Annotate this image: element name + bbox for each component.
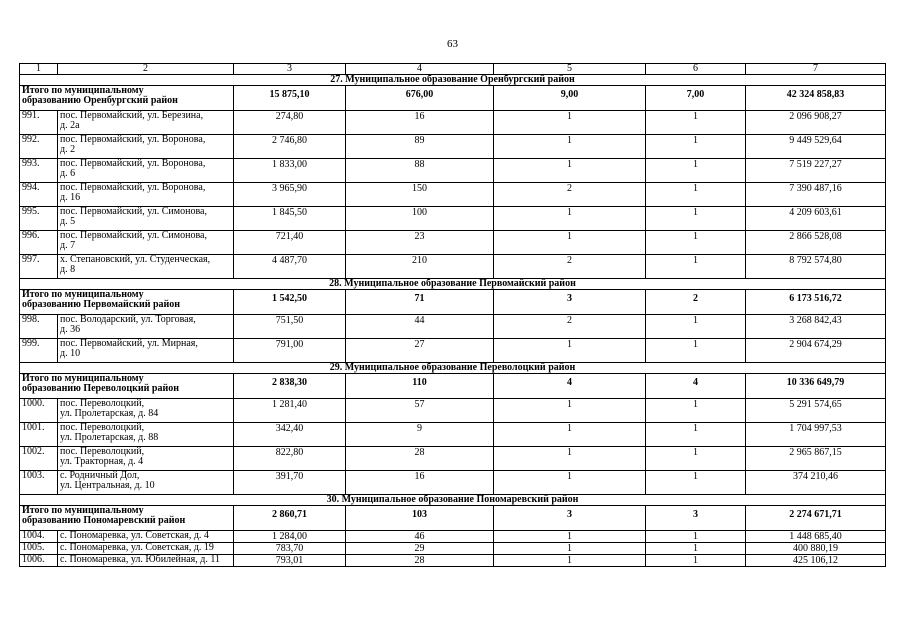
row-c7: 1 448 685,40 (746, 531, 886, 543)
row-c3: 1 284,00 (234, 531, 346, 543)
total-c5: 3 (494, 506, 646, 531)
row-address (58, 135, 234, 159)
row-c4: 28 (346, 447, 494, 471)
row-address (58, 231, 234, 255)
row-index: 1003. (20, 471, 58, 495)
row-c5: 1 (494, 399, 646, 423)
address-line: пос. Переволоцкий, (60, 422, 145, 433)
row-index: 1000. (20, 399, 58, 423)
row-c4: 23 (346, 231, 494, 255)
row-c4: 89 (346, 135, 494, 159)
row-c5: 2 (494, 255, 646, 279)
table-row (20, 135, 886, 159)
row-address (58, 255, 234, 279)
total-label-line: Итого по муниципальному (22, 373, 144, 384)
row-c7: 9 449 529,64 (746, 135, 886, 159)
address-line: д. 16 (60, 192, 81, 203)
total-c6: 2 (646, 290, 746, 315)
row-c6: 1 (646, 471, 746, 495)
row-c6: 1 (646, 111, 746, 135)
row-index: 991. (20, 111, 58, 135)
row-c5: 1 (494, 471, 646, 495)
row-c7: 2 866 528,08 (746, 231, 886, 255)
row-c4: 210 (346, 255, 494, 279)
row-c3: 3 965,90 (234, 183, 346, 207)
total-c4: 676,00 (346, 86, 494, 111)
row-address (58, 471, 234, 495)
table-row (20, 399, 886, 423)
section-title-row (20, 495, 886, 506)
section-title-row (20, 75, 886, 86)
row-address (58, 159, 234, 183)
total-label-line: Итого по муниципальному (22, 85, 144, 96)
row-c5: 1 (494, 423, 646, 447)
address-line: д. 10 (60, 348, 81, 359)
address-line: д. 2а (60, 120, 80, 131)
table-row (20, 255, 886, 279)
table-row (20, 339, 886, 363)
total-c3: 2 860,71 (234, 506, 346, 531)
section-total-row (20, 374, 886, 399)
row-c4: 28 (346, 555, 494, 567)
address-line: пос. Переволоцкий, (60, 446, 145, 457)
row-c7: 5 291 574,65 (746, 399, 886, 423)
row-c3: 2 746,80 (234, 135, 346, 159)
row-index: 1004. (20, 531, 58, 543)
row-index: 1002. (20, 447, 58, 471)
row-c6: 1 (646, 183, 746, 207)
row-index: 996. (20, 231, 58, 255)
address-line: с. Пономаревка, ул. Юбилейная, д. 11 (60, 554, 220, 565)
total-c6: 7,00 (646, 86, 746, 111)
section-total-row (20, 86, 886, 111)
column-number: 5 (494, 64, 646, 75)
row-c3: 822,80 (234, 447, 346, 471)
row-c6: 1 (646, 339, 746, 363)
address-line: с. Родничный Дол, (60, 470, 140, 481)
total-c7: 6 173 516,72 (746, 290, 886, 315)
column-number: 6 (646, 64, 746, 75)
table-row (20, 471, 886, 495)
table-row (20, 111, 886, 135)
row-c7: 425 106,12 (746, 555, 886, 567)
row-c3: 793,01 (234, 555, 346, 567)
table-row (20, 183, 886, 207)
row-c3: 751,50 (234, 315, 346, 339)
address-line: д. 7 (60, 240, 76, 251)
row-address (58, 543, 234, 555)
total-c7: 42 324 858,83 (746, 86, 886, 111)
row-c5: 1 (494, 111, 646, 135)
row-c4: 44 (346, 315, 494, 339)
address-line: д. 5 (60, 216, 76, 227)
row-c4: 27 (346, 339, 494, 363)
total-label-line: образованию Переволоцкий район (22, 383, 179, 394)
row-c5: 1 (494, 231, 646, 255)
row-index: 992. (20, 135, 58, 159)
row-c4: 29 (346, 543, 494, 555)
row-c6: 1 (646, 207, 746, 231)
row-c5: 2 (494, 183, 646, 207)
row-c4: 9 (346, 423, 494, 447)
row-c4: 16 (346, 111, 494, 135)
row-c4: 46 (346, 531, 494, 543)
section-title: 30. Муниципальное образование Пономаревский район (20, 495, 886, 506)
column-number: 7 (746, 64, 886, 75)
row-c7: 8 792 574,80 (746, 255, 886, 279)
row-index: 997. (20, 255, 58, 279)
table-row (20, 423, 886, 447)
section-title: 29. Муниципальное образование Переволоцкий район (20, 363, 886, 374)
address-line: ул. Пролетарская, д. 88 (60, 432, 159, 443)
row-c3: 1 833,00 (234, 159, 346, 183)
address-line: пос. Первомайский, ул. Мирная, (60, 338, 198, 349)
row-c6: 1 (646, 543, 746, 555)
address-line: пос. Володарский, ул. Торговая, (60, 314, 196, 325)
row-c6: 1 (646, 255, 746, 279)
row-c5: 1 (494, 555, 646, 567)
row-index: 1005. (20, 543, 58, 555)
total-c4: 110 (346, 374, 494, 399)
table-row (20, 531, 886, 543)
row-index: 995. (20, 207, 58, 231)
address-line: пос. Переволоцкий, (60, 398, 145, 409)
address-line: д. 6 (60, 168, 76, 179)
address-line: пос. Первомайский, ул. Воронова, (60, 182, 206, 193)
table-row (20, 159, 886, 183)
row-c6: 1 (646, 447, 746, 471)
row-c6: 1 (646, 555, 746, 567)
row-c3: 391,70 (234, 471, 346, 495)
total-label-line: образованию Первомайский район (22, 299, 181, 310)
row-index: 993. (20, 159, 58, 183)
total-c7: 10 336 649,79 (746, 374, 886, 399)
row-c7: 374 210,46 (746, 471, 886, 495)
row-c3: 1 281,40 (234, 399, 346, 423)
row-address (58, 555, 234, 567)
row-c4: 88 (346, 159, 494, 183)
total-label-line: образованию Оренбургский район (22, 95, 178, 106)
section-title-row (20, 363, 886, 374)
total-c7: 2 274 671,71 (746, 506, 886, 531)
total-c5: 3 (494, 290, 646, 315)
row-c7: 7 519 227,27 (746, 159, 886, 183)
row-c6: 1 (646, 315, 746, 339)
row-c7: 400 880,19 (746, 543, 886, 555)
column-number: 2 (58, 64, 234, 75)
row-c6: 1 (646, 399, 746, 423)
total-label-line: Итого по муниципальному (22, 289, 144, 300)
row-index: 998. (20, 315, 58, 339)
row-c3: 791,00 (234, 339, 346, 363)
section-title-row (20, 279, 886, 290)
address-line: д. 8 (60, 264, 76, 275)
row-c6: 1 (646, 135, 746, 159)
row-index: 1006. (20, 555, 58, 567)
row-index: 1001. (20, 423, 58, 447)
row-c4: 16 (346, 471, 494, 495)
address-line: х. Степановский, ул. Студенческая, (60, 254, 211, 265)
total-c4: 71 (346, 290, 494, 315)
column-number-row (20, 64, 886, 75)
total-label-line: образованию Пономаревский район (22, 515, 186, 526)
row-index: 999. (20, 339, 58, 363)
address-line: пос. Первомайский, ул. Симонова, (60, 230, 207, 241)
row-c5: 1 (494, 543, 646, 555)
row-c5: 1 (494, 447, 646, 471)
total-c3: 15 875,10 (234, 86, 346, 111)
row-c4: 150 (346, 183, 494, 207)
address-line: ул. Пролетарская, д. 84 (60, 408, 159, 419)
total-label (20, 506, 234, 531)
address-line: с. Пономаревка, ул. Советская, д. 19 (60, 542, 214, 553)
address-line: д. 36 (60, 324, 81, 335)
row-c5: 1 (494, 159, 646, 183)
table-row (20, 447, 886, 471)
column-number: 4 (346, 64, 494, 75)
total-c4: 103 (346, 506, 494, 531)
budget-table (19, 63, 886, 567)
address-line: с. Пономаревка, ул. Советская, д. 4 (60, 530, 209, 541)
total-c3: 1 542,50 (234, 290, 346, 315)
row-c4: 57 (346, 399, 494, 423)
row-c7: 2 904 674,29 (746, 339, 886, 363)
section-title: 28. Муниципальное образование Первомайский район (20, 279, 886, 290)
row-address (58, 531, 234, 543)
row-c7: 4 209 603,61 (746, 207, 886, 231)
section-title: 27. Муниципальное образование Оренбургский район (20, 75, 886, 86)
total-c6: 4 (646, 374, 746, 399)
row-address (58, 423, 234, 447)
row-c7: 3 268 842,43 (746, 315, 886, 339)
row-c5: 2 (494, 315, 646, 339)
row-c7: 2 965 867,15 (746, 447, 886, 471)
row-c3: 1 845,50 (234, 207, 346, 231)
row-address (58, 183, 234, 207)
row-address (58, 399, 234, 423)
row-c6: 1 (646, 423, 746, 447)
page-number: 63 (447, 38, 458, 50)
row-c5: 1 (494, 339, 646, 363)
row-c6: 1 (646, 159, 746, 183)
row-c3: 4 487,70 (234, 255, 346, 279)
address-line: пос. Первомайский, ул. Березина, (60, 110, 204, 121)
total-c5: 4 (494, 374, 646, 399)
column-number: 3 (234, 64, 346, 75)
row-c3: 783,70 (234, 543, 346, 555)
section-total-row (20, 506, 886, 531)
row-c6: 1 (646, 231, 746, 255)
row-c7: 7 390 487,16 (746, 183, 886, 207)
row-address (58, 207, 234, 231)
address-line: д. 2 (60, 144, 76, 155)
address-line: ул. Тракторная, д. 4 (60, 456, 144, 467)
row-c7: 2 096 908,27 (746, 111, 886, 135)
row-address (58, 111, 234, 135)
total-label-line: Итого по муниципальному (22, 505, 144, 516)
table-row (20, 207, 886, 231)
address-line: пос. Первомайский, ул. Симонова, (60, 206, 207, 217)
total-label (20, 290, 234, 315)
row-address (58, 315, 234, 339)
row-c3: 274,80 (234, 111, 346, 135)
table-row (20, 315, 886, 339)
column-number: 1 (20, 64, 58, 75)
table-row (20, 555, 886, 567)
row-c5: 1 (494, 531, 646, 543)
row-c4: 100 (346, 207, 494, 231)
row-c7: 1 704 997,53 (746, 423, 886, 447)
total-c6: 3 (646, 506, 746, 531)
total-c5: 9,00 (494, 86, 646, 111)
total-label (20, 86, 234, 111)
total-c3: 2 838,30 (234, 374, 346, 399)
row-index: 994. (20, 183, 58, 207)
row-c3: 721,40 (234, 231, 346, 255)
section-total-row (20, 290, 886, 315)
row-c5: 1 (494, 207, 646, 231)
row-c3: 342,40 (234, 423, 346, 447)
row-c5: 1 (494, 135, 646, 159)
row-address (58, 447, 234, 471)
table-row (20, 543, 886, 555)
address-line: пос. Первомайский, ул. Воронова, (60, 158, 206, 169)
row-address (58, 339, 234, 363)
row-c6: 1 (646, 531, 746, 543)
table-row (20, 231, 886, 255)
address-line: ул. Центральная, д. 10 (60, 480, 155, 491)
address-line: пос. Первомайский, ул. Воронова, (60, 134, 206, 145)
total-label (20, 374, 234, 399)
